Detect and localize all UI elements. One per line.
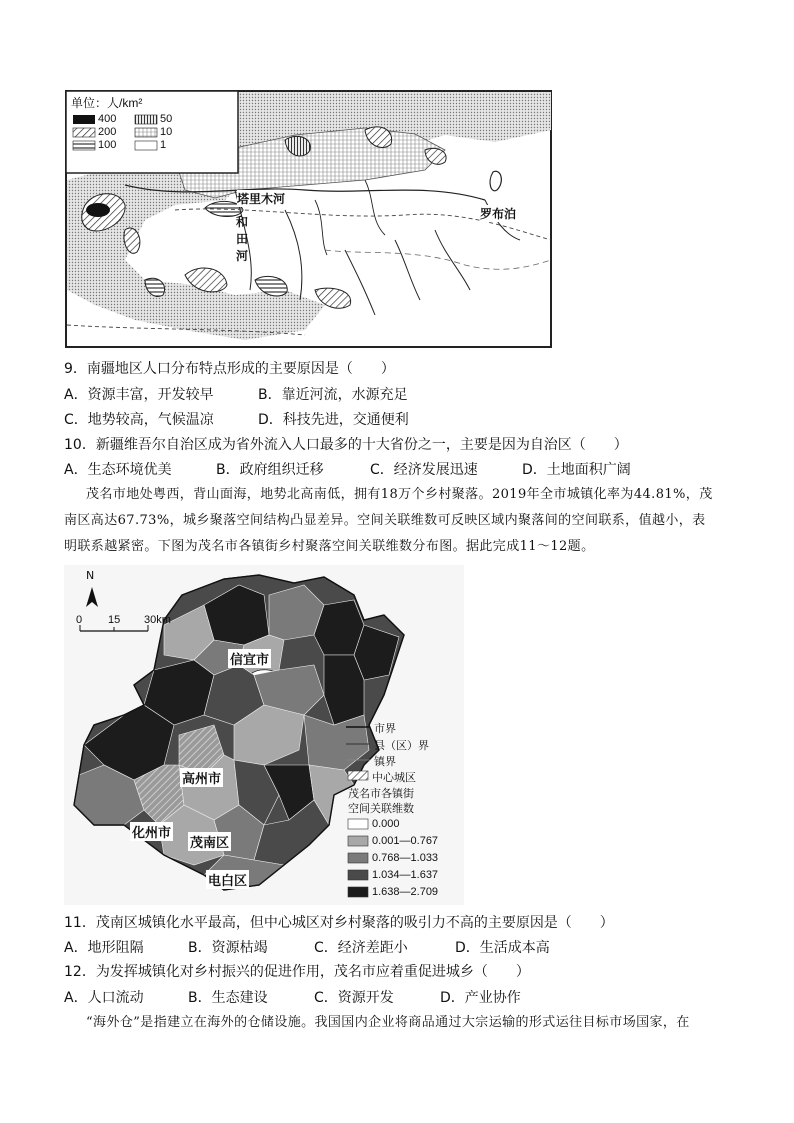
q10-option-d[interactable]: D．土地面积广阔	[522, 462, 631, 478]
q12-option-d[interactable]: D．产业协作	[440, 990, 521, 1006]
city-xinyi: 信宜市	[228, 649, 271, 668]
legend-county-boundary: 县（区）界	[374, 740, 429, 752]
passage-2-line-1: “海外仓”是指建立在海外的仓储设施。我国国内企业将商品通过大宗运输的形式运往目标市场国家，在	[86, 1015, 690, 1030]
q11-option-d[interactable]: D．生活成本高	[455, 940, 550, 956]
legend-class-1: 0.000	[372, 818, 400, 830]
q9-option-a[interactable]: A．资源丰富，开发较早	[64, 387, 214, 403]
passage-1-line-3: 明联系越紧密。下图为茂名市各镇街乡村聚落空间关联维数分布图。据此完成11～12题。	[64, 539, 595, 554]
scale-30km: 30km	[144, 614, 171, 626]
q10-option-b[interactable]: B．政府组织迁移	[216, 462, 324, 478]
q9-option-b[interactable]: B．靠近河流，水源充足	[258, 387, 408, 403]
q10-option-a[interactable]: A．生态环境优美	[64, 462, 172, 478]
q12-option-a[interactable]: A．人口流动	[64, 990, 144, 1006]
map1-legend-50: 50	[160, 113, 173, 125]
city-huazhou: 化州市	[130, 822, 173, 841]
population-map-graphic	[65, 90, 552, 348]
legend-central-urban: 中心城区	[372, 772, 416, 784]
question-12-stem: 12．为发挥城镇化对乡村振兴的促进作用，茂名市应着重促进城乡（ ）	[64, 964, 530, 980]
q11-option-a[interactable]: A．地形阻隔	[64, 940, 144, 956]
legend-title-line-2: 空间关联维数	[348, 803, 414, 815]
question-9-stem: 9．南疆地区人口分布特点形成的主要原因是（ ）	[64, 361, 395, 377]
question-10-stem: 10．新疆维吾尔自治区成为省外流入人口最多的十大省份之一，主要是因为自治区（ ）	[64, 437, 628, 453]
passage-1-line-2: 南区高达67.73%，城乡聚落空间结构凸显差异。空间关联维数可反映区域内聚落间的空间联系，值越小，表	[64, 513, 706, 528]
label-hetian-3: 河	[236, 249, 249, 263]
map1-legend-10: 10	[160, 126, 173, 138]
question-11-stem: 11．茂南区城镇化水平最高，但中心城区对乡村聚落的吸引力不高的主要原因是（ ）	[64, 915, 614, 931]
legend-title-line-1: 茂名市各镇街	[348, 788, 414, 800]
legend-class-2: 0.001—0.767	[372, 835, 439, 847]
label-lop-nur: 罗布泊	[480, 207, 517, 221]
legend-city-boundary: 市界	[374, 723, 396, 735]
district-maonan: 茂南区	[188, 832, 231, 851]
legend-class-5: 1.638—2.709	[372, 886, 439, 898]
north-label: N	[86, 569, 95, 582]
map1-legend-1: 1	[160, 139, 167, 151]
map1-legend-200: 200	[98, 126, 117, 138]
map1-legend-400: 400	[98, 113, 117, 125]
legend-class-4: 1.034—1.637	[372, 869, 439, 881]
scale-0: 0	[76, 614, 83, 626]
passage-1-line-1: 茂名市地处粤西，背山面海，地势北高南低，拥有18万个乡村聚落。2019年全市城镇化率为44.81%，茂	[86, 487, 713, 502]
district-dianbai: 电白区	[206, 870, 249, 889]
map1-legend-title: 单位：人/km²	[71, 96, 143, 110]
q11-option-c[interactable]: C．经济差距小	[314, 940, 408, 956]
map1-legend-100: 100	[98, 139, 117, 151]
population-density-map	[65, 90, 552, 348]
maoming-map	[64, 565, 464, 905]
label-tarim-river: 塔里木河	[237, 192, 286, 206]
legend-town-boundary: 镇界	[374, 756, 396, 768]
q12-option-b[interactable]: B．生态建设	[188, 990, 268, 1006]
q9-option-d[interactable]: D．科技先进，交通便利	[258, 412, 409, 428]
label-hetian-1: 和	[236, 215, 249, 229]
q12-option-c[interactable]: C．资源开发	[314, 990, 394, 1006]
scale-15: 15	[108, 614, 121, 626]
q11-option-b[interactable]: B．资源枯竭	[188, 940, 268, 956]
label-hetian-2: 田	[236, 232, 249, 246]
q9-option-c[interactable]: C．地势较高，气候温凉	[64, 412, 214, 428]
city-gaozhou: 高州市	[180, 768, 223, 787]
legend-class-3: 0.768—1.033	[372, 852, 439, 864]
q10-option-c[interactable]: C．经济发展迅速	[370, 462, 478, 478]
